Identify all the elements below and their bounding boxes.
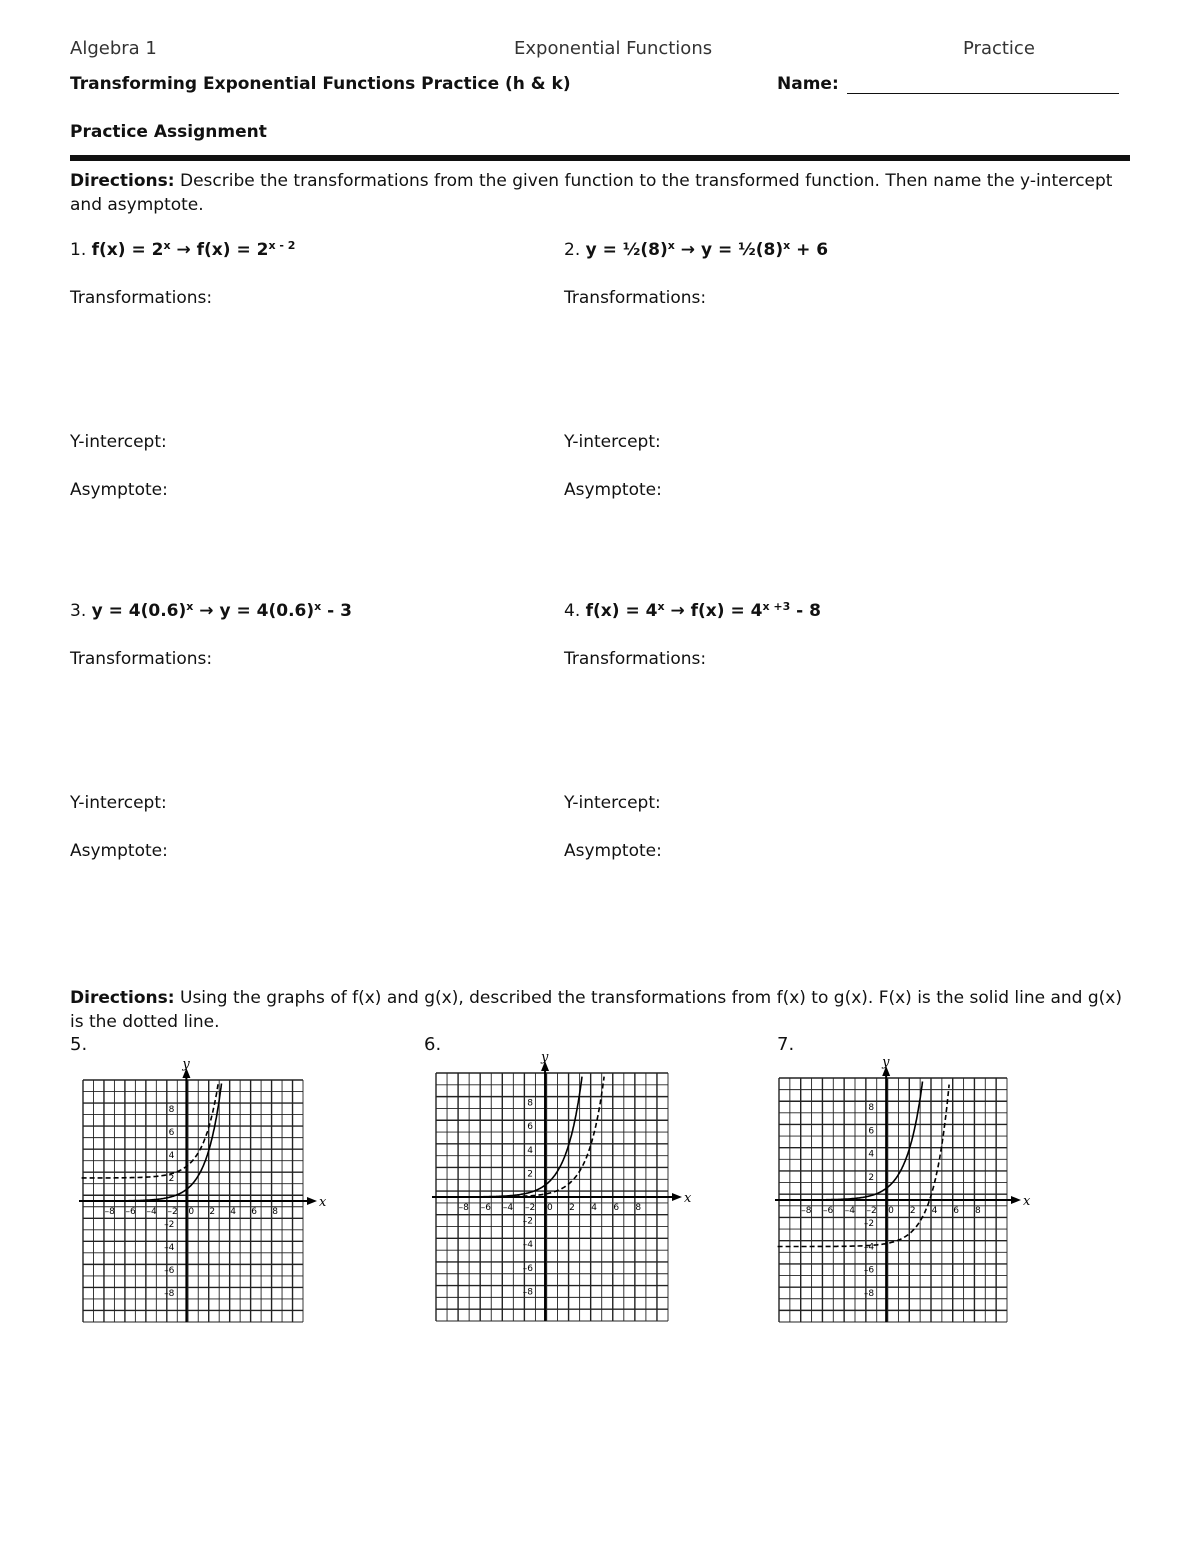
y-tick-label: 8 bbox=[527, 1098, 534, 1109]
y-tick-label: –8 bbox=[522, 1287, 534, 1298]
x-tick-label: 2 bbox=[209, 1207, 216, 1217]
y-tick-label: 2 bbox=[868, 1172, 875, 1183]
graph-5 bbox=[75, 1057, 327, 1324]
x-tick-label: –4 bbox=[502, 1203, 514, 1213]
problem-number: 4. bbox=[564, 601, 586, 621]
directions-text: Describe the transformations from the given function to the transformed function. Then name the y-intercept and asymptote. bbox=[70, 171, 1113, 215]
directions-text: Using the graphs of f(x) and g(x), described the transformations from f(x) to g(x). F(x) is the solid line and g(x) is the dotted line. bbox=[70, 988, 1122, 1032]
directions-label: Directions: bbox=[70, 171, 175, 191]
exponent: x bbox=[667, 239, 675, 252]
unit-name: Exponential Functions bbox=[514, 38, 713, 59]
problem-3-equation bbox=[70, 601, 352, 621]
x-tick-label: 6 bbox=[613, 1203, 620, 1213]
graph-7 bbox=[771, 1055, 1031, 1324]
problem-number: 1. bbox=[70, 240, 92, 260]
x-tick-label: –2 bbox=[524, 1203, 536, 1213]
problem-1-equation bbox=[70, 240, 295, 260]
y-tick-label: –6 bbox=[863, 1265, 875, 1276]
x-axis-label: x bbox=[1023, 1194, 1031, 1209]
x-tick-label: 0 bbox=[188, 1207, 195, 1217]
exponent: x bbox=[783, 239, 791, 252]
y-axis-label: y bbox=[182, 1057, 190, 1072]
vertical-shift: - 3 bbox=[321, 601, 352, 621]
name-blank-line[interactable] bbox=[847, 93, 1119, 94]
exponent: x bbox=[186, 600, 194, 613]
problem-2-equation bbox=[564, 240, 828, 260]
x-tick-label: 0 bbox=[547, 1203, 553, 1213]
x-tick-label: –2 bbox=[866, 1206, 877, 1216]
graph-7-number: 7. bbox=[777, 1034, 795, 1055]
x-tick-label: 0 bbox=[888, 1206, 894, 1216]
y-tick-label: –2 bbox=[164, 1220, 175, 1231]
y-tick-label: –8 bbox=[164, 1289, 175, 1300]
x-tick-label: 6 bbox=[953, 1206, 960, 1216]
divider-rule bbox=[70, 155, 1130, 161]
x-tick-label: –4 bbox=[844, 1206, 855, 1216]
problem-number: 2. bbox=[564, 240, 586, 260]
asymptote-label: Asymptote: bbox=[564, 841, 662, 861]
x-tick-label: 4 bbox=[591, 1203, 597, 1213]
y-tick-label: 2 bbox=[168, 1173, 175, 1184]
x-tick-label: –2 bbox=[167, 1207, 178, 1217]
transformed-function: f(x) = 4 bbox=[690, 601, 763, 621]
y-tick-label: 6 bbox=[527, 1122, 534, 1133]
x-axis-arrow-icon bbox=[1011, 1196, 1021, 1204]
graph-6 bbox=[428, 1050, 692, 1323]
x-tick-label: –6 bbox=[125, 1207, 136, 1217]
y-tick-label: –4 bbox=[863, 1242, 875, 1253]
asymptote-label: Asymptote: bbox=[70, 841, 168, 861]
directions-label: Directions: bbox=[70, 988, 175, 1008]
arrow-icon: → bbox=[664, 601, 691, 621]
y-tick-label: 8 bbox=[168, 1104, 175, 1115]
exponent: x bbox=[314, 600, 322, 613]
y-tick-label: –2 bbox=[863, 1219, 875, 1230]
vertical-shift: - 8 bbox=[790, 601, 821, 621]
y-tick-label: –4 bbox=[522, 1240, 534, 1251]
y-intercept-label: Y-intercept: bbox=[70, 793, 167, 813]
y-tick-label: 8 bbox=[868, 1103, 875, 1114]
transformations-label: Transformations: bbox=[564, 288, 707, 308]
x-tick-label: –8 bbox=[104, 1207, 115, 1217]
y-intercept-label: Y-intercept: bbox=[564, 793, 661, 813]
y-axis-label: y bbox=[541, 1050, 549, 1065]
x-axis-label: x bbox=[319, 1195, 327, 1210]
x-axis-label: x bbox=[684, 1191, 692, 1206]
y-tick-label: 6 bbox=[868, 1126, 875, 1137]
y-tick-label: 2 bbox=[527, 1169, 534, 1180]
course-name: Algebra 1 bbox=[70, 38, 157, 59]
exponent: x bbox=[163, 239, 171, 252]
original-function: y = ½(8) bbox=[585, 240, 668, 260]
graph-5-number: 5. bbox=[70, 1034, 88, 1055]
y-axis-label: y bbox=[882, 1055, 890, 1070]
y-tick-label: –6 bbox=[164, 1266, 175, 1277]
worksheet-title: Transforming Exponential Functions Practice (h & k) bbox=[70, 74, 571, 94]
arrow-icon: → bbox=[193, 601, 220, 621]
transformations-label: Transformations: bbox=[564, 649, 707, 669]
x-tick-label: –6 bbox=[823, 1206, 834, 1216]
y-intercept-label: Y-intercept: bbox=[70, 432, 167, 452]
x-tick-label: 4 bbox=[931, 1206, 938, 1216]
x-tick-label: 6 bbox=[251, 1207, 257, 1217]
original-function: y = 4(0.6) bbox=[91, 601, 187, 621]
transformations-label: Transformations: bbox=[70, 288, 213, 308]
y-tick-label: 4 bbox=[868, 1149, 875, 1160]
y-tick-label: 4 bbox=[168, 1150, 175, 1161]
x-tick-label: 4 bbox=[230, 1207, 237, 1217]
arrow-icon: → bbox=[674, 240, 701, 260]
vertical-shift: + 6 bbox=[790, 240, 829, 260]
arrow-icon: → bbox=[170, 240, 197, 260]
y-tick-label: –6 bbox=[522, 1263, 534, 1274]
exponent: x bbox=[657, 600, 665, 613]
problem-number: 3. bbox=[70, 601, 92, 621]
doc-type: Practice bbox=[963, 38, 1035, 59]
transformed-function: y = 4(0.6) bbox=[219, 601, 315, 621]
x-axis-arrow-icon bbox=[307, 1197, 317, 1205]
y-tick-label: 4 bbox=[527, 1145, 534, 1156]
asymptote-label: Asymptote: bbox=[564, 480, 662, 500]
x-tick-label: –4 bbox=[146, 1207, 157, 1217]
original-function: f(x) = 4 bbox=[585, 601, 658, 621]
x-tick-label: 2 bbox=[909, 1206, 916, 1216]
y-intercept-label: Y-intercept: bbox=[564, 432, 661, 452]
section-title: Practice Assignment bbox=[70, 122, 267, 142]
name-label: Name: bbox=[777, 74, 839, 94]
x-tick-label: –6 bbox=[480, 1203, 491, 1213]
graph-6-number: 6. bbox=[424, 1034, 442, 1055]
y-tick-label: –2 bbox=[522, 1216, 534, 1227]
y-tick-label: –4 bbox=[164, 1243, 175, 1254]
original-function: f(x) = 2 bbox=[91, 240, 164, 260]
directions-2 bbox=[70, 986, 1130, 1034]
exponent: x - 2 bbox=[268, 239, 296, 252]
transformed-function: y = ½(8) bbox=[700, 240, 784, 260]
y-tick-label: –8 bbox=[863, 1288, 875, 1299]
x-tick-label: –8 bbox=[458, 1203, 469, 1213]
directions-1 bbox=[70, 169, 1130, 217]
transformed-function: f(x) = 2 bbox=[196, 240, 269, 260]
x-axis-arrow-icon bbox=[672, 1193, 682, 1201]
y-tick-label: 6 bbox=[168, 1127, 175, 1138]
problem-4-equation bbox=[564, 601, 821, 621]
exponent: x +3 bbox=[762, 600, 791, 613]
x-tick-label: 8 bbox=[272, 1207, 278, 1217]
x-tick-label: –8 bbox=[801, 1206, 812, 1216]
transformations-label: Transformations: bbox=[70, 649, 213, 669]
x-tick-label: 2 bbox=[569, 1203, 575, 1213]
x-tick-label: 8 bbox=[635, 1203, 642, 1213]
asymptote-label: Asymptote: bbox=[70, 480, 168, 500]
x-tick-label: 8 bbox=[975, 1206, 981, 1216]
